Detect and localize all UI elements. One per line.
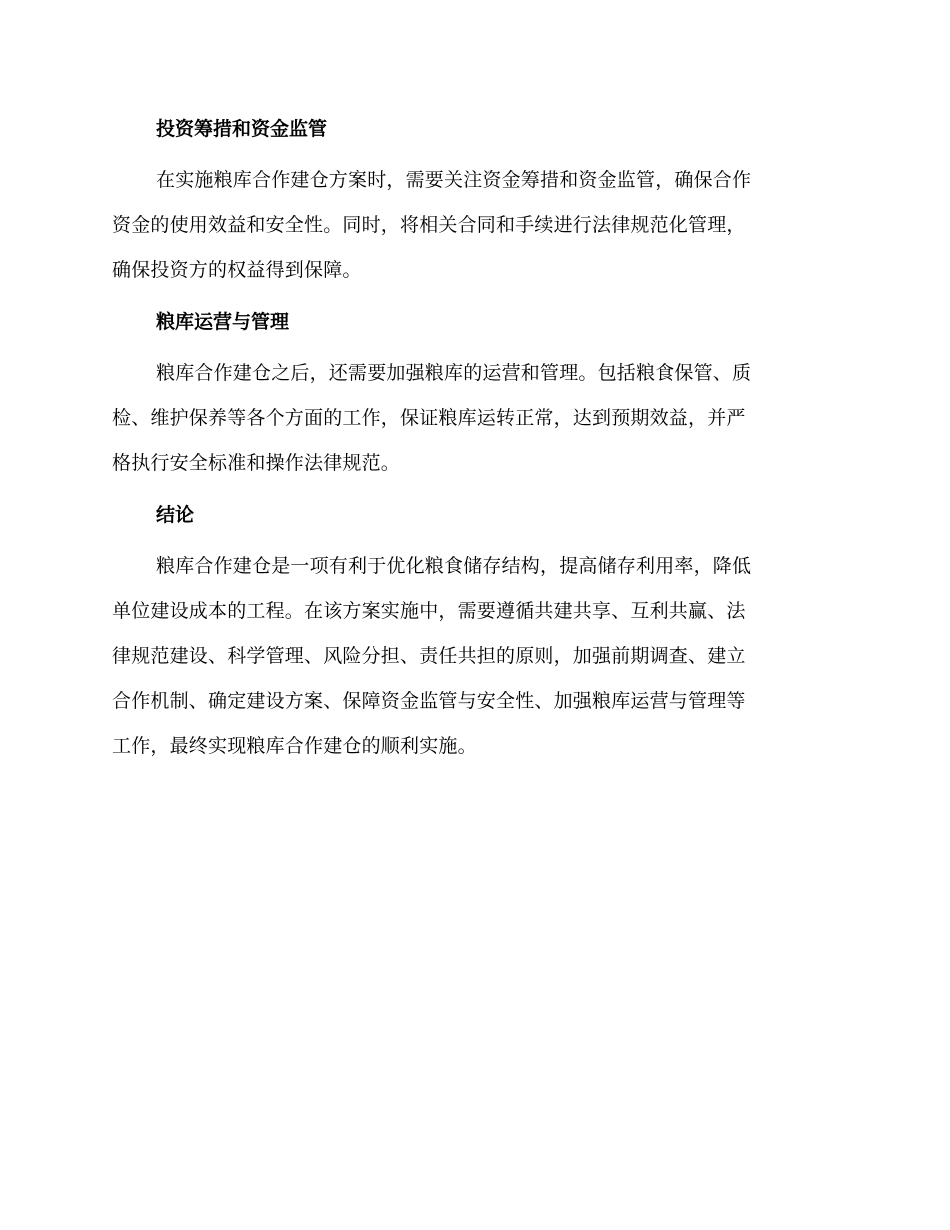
document-page bbox=[112, 112, 832, 781]
paragraph-line: 格执行安全标准和操作法律规范。 bbox=[112, 452, 401, 474]
paragraph-investment bbox=[112, 158, 832, 293]
paragraph-line: 确保投资方的权益得到保障。 bbox=[112, 259, 362, 281]
paragraph-line: 资金的使用效益和安全性。同时，将相关合同和手续进行法律规范化管理， bbox=[112, 214, 746, 236]
section-heading-investment: 投资筹措和资金监管 bbox=[156, 118, 328, 140]
paragraph-line: 单位建设成本的工程。在该方案实施中，需要遵循共建共享、互利共赢、法 bbox=[112, 600, 746, 622]
section-heading-conclusion: 结论 bbox=[156, 504, 195, 526]
paragraph-line: 合作机制、确定建设方案、保障资金监管与安全性、加强粮库运营与管理等 bbox=[112, 690, 746, 712]
paragraph-line: 检、维护保养等各个方面的工作，保证粮库运转正常，达到预期效益，并严 bbox=[112, 407, 746, 429]
paragraph-operation bbox=[112, 351, 832, 486]
paragraph-line: 工作，最终实现粮库合作建仓的顺利实施。 bbox=[112, 735, 477, 757]
paragraph-conclusion bbox=[112, 544, 832, 769]
paragraph-line: 粮库合作建仓是一项有利于优化粮食储存结构，提高储存利用率，降低 bbox=[156, 555, 752, 577]
section-heading-operation: 粮库运营与管理 bbox=[156, 311, 290, 333]
paragraph-line: 律规范建设、科学管理、风险分担、责任共担的原则，加强前期调查、建立 bbox=[112, 645, 746, 667]
paragraph-line: 在实施粮库合作建仓方案时，需要关注资金筹措和资金监管，确保合作 bbox=[156, 169, 752, 191]
paragraph-line: 粮库合作建仓之后，还需要加强粮库的运营和管理。包括粮食保管、质 bbox=[156, 362, 752, 384]
